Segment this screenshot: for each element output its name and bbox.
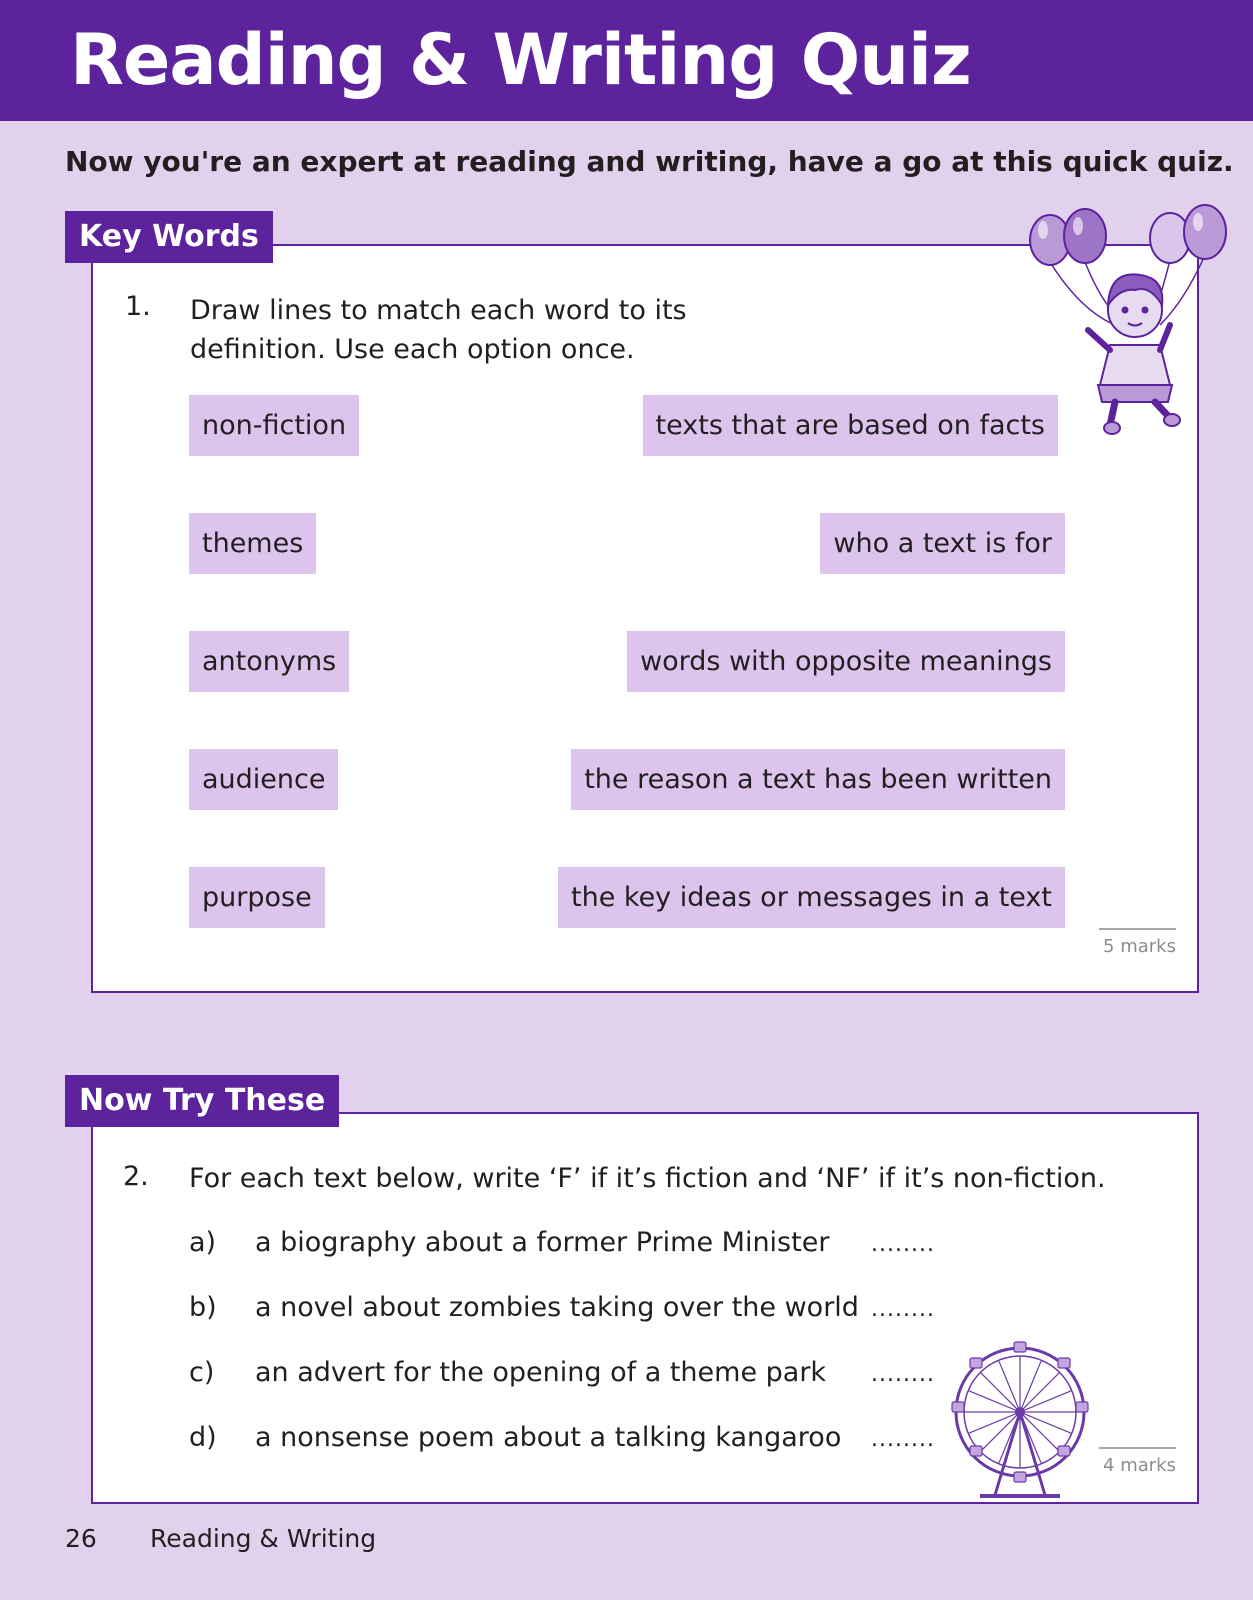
question-2-number: 2.: [123, 1161, 149, 1192]
word-chip-non-fiction[interactable]: non-fiction: [189, 395, 359, 456]
question-1-text-line1: Draw lines to match each word to its: [190, 295, 687, 326]
option-d-answer-blank[interactable]: ........: [871, 1427, 935, 1452]
option-b-answer-blank[interactable]: ........: [871, 1297, 935, 1322]
option-d-letter: d): [189, 1422, 217, 1453]
definition-chip-facts[interactable]: texts that are based on facts: [643, 395, 1058, 456]
marks-label-q1: 5 marks: [1099, 928, 1176, 957]
title-bar: [0, 0, 1253, 121]
option-c-answer-blank[interactable]: ........: [871, 1362, 935, 1387]
definition-chip-audience[interactable]: who a text is for: [820, 513, 1065, 574]
footer-section-label: Reading & Writing: [150, 1524, 377, 1553]
option-b-letter: b): [189, 1292, 217, 1323]
now-try-tag: Now Try These: [65, 1075, 339, 1127]
option-d-text: a nonsense poem about a talking kangaroo: [255, 1422, 842, 1453]
question-1-text-line2: definition. Use each option once.: [190, 334, 635, 365]
option-b-text: a novel about zombies taking over the world: [255, 1292, 859, 1323]
ferris-wheel-icon: [945, 1340, 1095, 1502]
key-words-tag: Key Words: [65, 211, 273, 263]
page-title: Reading & Writing Quiz: [70, 19, 971, 101]
question-2-text: For each text below, write ‘F’ if it’s fiction and ‘NF’ if it’s non-fiction.: [189, 1163, 1106, 1194]
option-a-text: a biography about a former Prime Minister: [255, 1227, 830, 1258]
word-chip-antonyms[interactable]: antonyms: [189, 631, 349, 692]
intro-text: Now you're an expert at reading and writing, have a go at this quick quiz.: [65, 145, 1234, 178]
option-a-answer-blank[interactable]: ........: [871, 1232, 935, 1257]
option-a-letter: a): [189, 1227, 217, 1258]
word-chip-audience[interactable]: audience: [189, 749, 338, 810]
question-1-number: 1.: [125, 291, 151, 322]
definition-chip-key-ideas[interactable]: the key ideas or messages in a text: [558, 867, 1065, 928]
word-chip-themes[interactable]: themes: [189, 513, 316, 574]
balloon-boy-icon: [1020, 200, 1240, 445]
definition-chip-opposites[interactable]: words with opposite meanings: [627, 631, 1065, 692]
word-chip-purpose[interactable]: purpose: [189, 867, 325, 928]
footer-page-number: 26: [65, 1524, 97, 1553]
option-c-letter: c): [189, 1357, 215, 1388]
option-c-text: an advert for the opening of a theme park: [255, 1357, 827, 1388]
definition-chip-reason[interactable]: the reason a text has been written: [571, 749, 1065, 810]
marks-label-q2: 4 marks: [1099, 1447, 1176, 1476]
